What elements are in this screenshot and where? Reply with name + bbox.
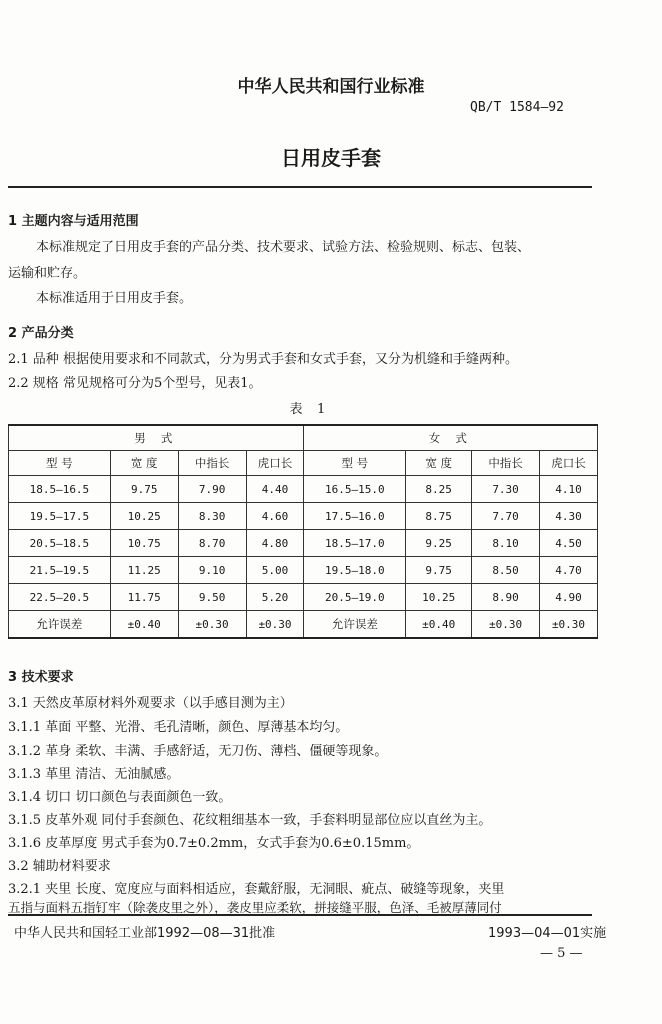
col-header: 宽 度 (110, 451, 178, 476)
table-cell: 19.5—17.5 (9, 503, 111, 530)
table-cell: 17.5—16.0 (304, 503, 406, 530)
male-group-header: 男 式 (9, 425, 304, 451)
col-header: 型 号 (9, 451, 111, 476)
clause-3-1-4: 3.1.4 切口 切口颜色与表面颜色一致。 (8, 790, 232, 805)
table-cell: 10.75 (110, 530, 178, 557)
table-row (9, 476, 598, 503)
table-row (9, 584, 598, 611)
section-1-heading: 1 主题内容与适用范围 (8, 214, 139, 229)
table-cell: ±0.40 (406, 611, 472, 639)
col-header: 型 号 (304, 451, 406, 476)
table-row (9, 530, 598, 557)
section-1-paragraph-1-cont: 运输和贮存。 (8, 266, 87, 281)
table-row (9, 557, 598, 584)
table-cell: 8.75 (406, 503, 472, 530)
table-cell: 8.90 (472, 584, 540, 611)
table-cell: 7.30 (472, 476, 540, 503)
clause-3-2-1-cont: 五指与面料五指钉牢（除袭皮里之外），袭皮里应柔软，拼接缝平服，色泽、毛被厚薄同付 (8, 900, 502, 915)
header-divider (8, 186, 592, 188)
table-cell: 16.5—15.0 (304, 476, 406, 503)
table-cell: 9.25 (406, 530, 472, 557)
table-cell: 4.30 (540, 503, 598, 530)
table-cell: 4.40 (246, 476, 304, 503)
table-cell: 7.70 (472, 503, 540, 530)
footer-divider (8, 914, 592, 916)
section-3-heading: 3 技术要求 (8, 670, 74, 685)
clause-3-1-6: 3.1.6 皮革厚度 男式手套为0.7±0.2mm，女式手套为0.6±0.15mm。 (8, 836, 420, 851)
clause-3-1-3: 3.1.3 革里 清洁、无油腻感。 (8, 767, 180, 782)
table-cell: 11.25 (110, 557, 178, 584)
col-header: 中指长 (472, 451, 540, 476)
col-header: 中指长 (178, 451, 246, 476)
female-group-header: 女 式 (304, 425, 598, 451)
table-cell: 20.5—19.0 (304, 584, 406, 611)
clause-3-1-1: 3.1.1 革面 平整、光滑、毛孔清晰，颜色、厚薄基本均匀。 (8, 720, 349, 735)
table-cell: 18.5—16.5 (9, 476, 111, 503)
table-cell: 20.5—18.5 (9, 530, 111, 557)
approval-note: 中华人民共和国轻工业部1992—08—31批准 (14, 926, 276, 941)
table-caption: 表 1 (289, 402, 331, 417)
table-cell: 9.50 (178, 584, 246, 611)
clause-2-2: 2.2 规格 常见规格可分为5个型号，见表1。 (8, 376, 262, 391)
table-cell: ±0.30 (540, 611, 598, 639)
table-cell: 5.00 (246, 557, 304, 584)
clause-3-1-5: 3.1.5 皮革外观 同付手套颜色、花纹粗细基本一致，手套料明显部位应以直丝为主。 (8, 813, 492, 828)
table-cell: 8.70 (178, 530, 246, 557)
table-cell: ±0.30 (472, 611, 540, 639)
table-cell: 10.25 (110, 503, 178, 530)
col-header: 虎口长 (246, 451, 304, 476)
table-cell: 9.75 (110, 476, 178, 503)
table-cell: ±0.40 (110, 611, 178, 639)
table-cell: ±0.30 (246, 611, 304, 639)
table-cell: 4.80 (246, 530, 304, 557)
clause-3-1: 3.1 天然皮革原材料外观要求（以手感目测为主） (8, 696, 293, 711)
col-header: 虎口长 (540, 451, 598, 476)
table-cell: ±0.30 (178, 611, 246, 639)
page-number: — 5 — (540, 946, 583, 961)
table-cell: 4.70 (540, 557, 598, 584)
table-cell: 21.5—19.5 (9, 557, 111, 584)
table-cell: 8.10 (472, 530, 540, 557)
table-cell: 9.75 (406, 557, 472, 584)
table-cell: 4.60 (246, 503, 304, 530)
section-2-heading: 2 产品分类 (8, 326, 74, 341)
clause-3-2-1: 3.2.1 夹里 长度、宽度应与面料相适应，套戴舒服，无洞眼、疵点、破缝等现象，夹里 (8, 882, 505, 897)
col-header: 宽 度 (406, 451, 472, 476)
table-cell: 9.10 (178, 557, 246, 584)
standard-code: QB/T 1584—92 (470, 100, 564, 115)
document-title: 日用皮手套 (281, 146, 381, 170)
table-cell: 5.20 (246, 584, 304, 611)
table-cell: 允许误差 (9, 611, 111, 639)
section-1-paragraph-1: 本标准规定了日用皮手套的产品分类、技术要求、试验方法、检验规则、标志、包装、 (36, 240, 531, 255)
clause-2-1: 2.1 品种 根据使用要求和不同款式，分为男式手套和女式手套，又分为机缝和手缝两种。 (8, 352, 518, 367)
table-cell: 允许误差 (304, 611, 406, 639)
table-cell: 4.90 (540, 584, 598, 611)
table-cell: 22.5—20.5 (9, 584, 111, 611)
table-cell: 8.25 (406, 476, 472, 503)
table-cell: 7.90 (178, 476, 246, 503)
table-row-tolerance (9, 611, 598, 639)
table-cell: 8.50 (472, 557, 540, 584)
effective-date: 1993—04—01实施 (488, 926, 607, 941)
clause-3-1-2: 3.1.2 革身 柔软、丰满、手感舒适，无刀伤、薄档、僵硬等现象。 (8, 744, 388, 759)
table-row (9, 503, 598, 530)
size-spec-table (8, 424, 598, 639)
table-cell: 4.10 (540, 476, 598, 503)
section-1-paragraph-2: 本标准适用于日用皮手套。 (36, 291, 193, 306)
table-cell: 11.75 (110, 584, 178, 611)
clause-3-2: 3.2 辅助材料要求 (8, 859, 111, 874)
table-cell: 10.25 (406, 584, 472, 611)
table-cell: 8.30 (178, 503, 246, 530)
table-cell: 18.5—17.0 (304, 530, 406, 557)
table-cell: 19.5—18.0 (304, 557, 406, 584)
standard-category-title: 中华人民共和国行业标准 (237, 77, 425, 97)
table-cell: 4.50 (540, 530, 598, 557)
